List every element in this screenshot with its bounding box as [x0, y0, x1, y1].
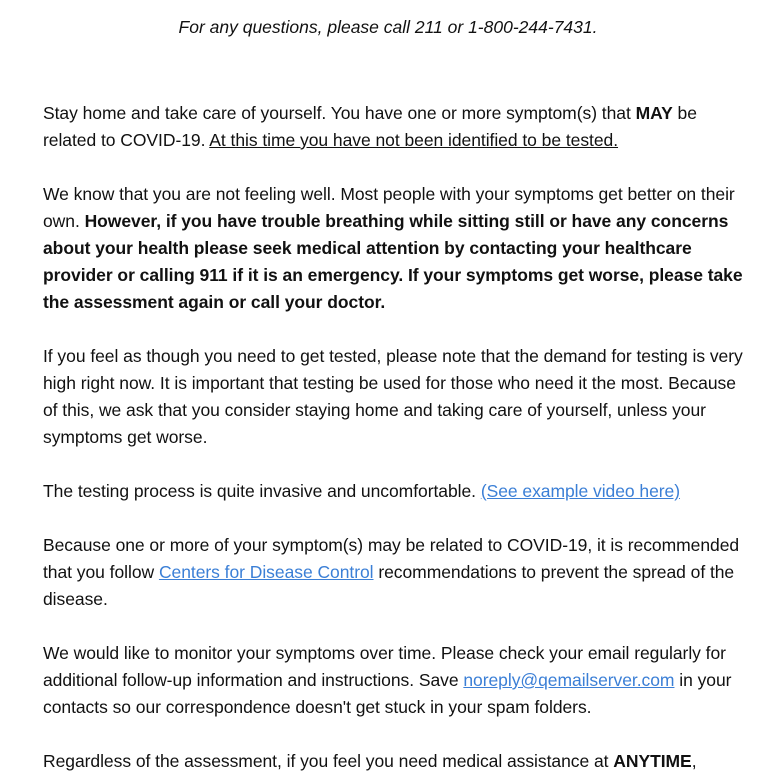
p1-underlined-notice: At this time you have not been identified to be tested.	[209, 130, 619, 150]
p5-text-2: recommendations to prevent the spread of the disease.	[43, 562, 735, 609]
paragraph-testing-demand	[43, 343, 743, 451]
p1-text-1: Stay home and take care of yourself. You have one or more symptom(s) that	[43, 103, 636, 123]
paragraph-testing-process	[43, 478, 743, 505]
paragraph-stay-home	[43, 100, 743, 154]
p2-text-1: We know that you are not feeling well. Most people with your symptoms get better on their own.	[43, 184, 735, 231]
p1-bold-may: MAY	[635, 103, 673, 123]
paragraph-medical-assistance	[43, 748, 743, 775]
paragraph-monitor-symptoms	[43, 640, 743, 721]
p1-text-2: be related to COVID-19.	[43, 103, 697, 150]
contact-line: For any questions, please call 211 or 1-800-244-7431.	[178, 17, 598, 37]
p6-text-2: in your contacts so our correspondence doesn't get stuck in your spam folders.	[43, 670, 732, 717]
cdc-link[interactable]: Centers for Disease Control	[158, 562, 374, 582]
p5-text-1: Because one or more of your symptom(s) may be related to COVID-19, it is recommended that you follow	[43, 535, 740, 582]
p3-text-1: If you feel as though you need to get tested, please note that the demand for testing is very high right now. It is important that testing be used for those who need it the most. Because of this, we ask that you consider staying home and taking care of yourself, unless your symptoms get worse.	[43, 346, 743, 447]
p2-bold-warning: However, if you have trouble breathing while sitting still or have any concerns about your health please seek medical attention by contacting your healthcare provider or calling 911 if it is an emergency. If your symptoms get worse, please take the assessment again or call your doctor.	[43, 211, 743, 312]
paragraph-cdc-recommendations	[43, 532, 743, 613]
example-video-link[interactable]: (See example video here)	[480, 481, 680, 501]
p6-text-1: We would like to monitor your symptoms over time. Please check your email regularly for additional follow-up information and instructions. Save	[43, 643, 726, 690]
p4-text-1: The testing process is quite invasive and uncomfortable.	[43, 481, 481, 501]
p7-bold-anytime: ANYTIME	[613, 751, 692, 771]
p7-text-1: Regardless of the assessment, if you feel you need medical assistance at	[43, 751, 614, 771]
noreply-email-link[interactable]: noreply@qemailserver.com	[463, 670, 675, 690]
p7-text-2: ,	[691, 751, 697, 771]
paragraph-feeling-unwell	[43, 181, 743, 316]
